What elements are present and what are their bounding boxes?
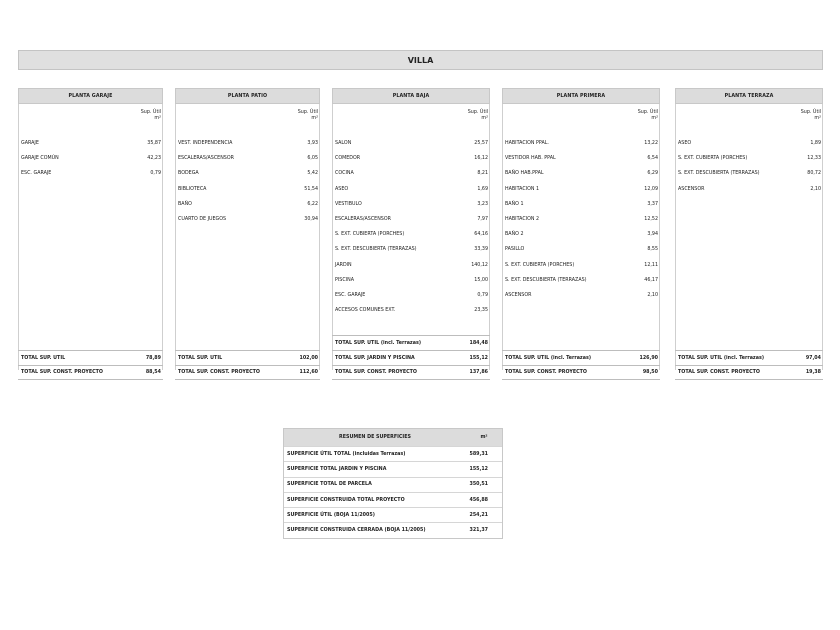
room-area: 1,69 <box>477 186 488 192</box>
summary-unit: m² <box>480 435 488 440</box>
room-area: 3,23 <box>477 201 488 207</box>
unit-label-line2: m² <box>814 116 821 121</box>
room-area: 51,54 <box>304 186 318 192</box>
room-area: 15,00 <box>474 277 488 283</box>
room-row <box>332 166 490 181</box>
panel-items <box>18 136 163 182</box>
panel-header: PLANTA GARAJE <box>18 88 163 104</box>
room-area: 0,79 <box>477 292 488 298</box>
total-value: 88,54 <box>145 370 161 375</box>
room-area: 6,05 <box>307 156 318 162</box>
villa-title-bar <box>18 50 823 70</box>
room-area: 46,17 <box>644 277 658 283</box>
room-label: S. EXT. CUBIERTA (PORCHES) <box>678 156 748 162</box>
total-row <box>675 350 823 365</box>
panel-totals <box>675 350 823 380</box>
villa-title: VILLA <box>407 55 434 65</box>
room-row <box>502 258 660 273</box>
room-row <box>502 273 660 288</box>
total-value: 19,38 <box>805 370 821 375</box>
total-label: TOTAL SUP. UTIL <box>21 355 66 361</box>
summary-value: 321,37 <box>469 528 488 534</box>
room-label: PISCINA <box>335 277 354 283</box>
room-label: BIBLIOTECA <box>178 186 207 192</box>
unit-label <box>175 104 320 128</box>
unit-label-line1: Sup. Útil <box>467 110 488 115</box>
room-label: JARDIN <box>335 262 352 268</box>
total-value: 184,48 <box>469 340 488 346</box>
room-row <box>502 136 660 151</box>
total-row <box>332 365 490 380</box>
panel-items <box>502 136 660 303</box>
room-label: BODEGA <box>178 171 199 177</box>
room-row <box>675 136 823 151</box>
room-row <box>502 242 660 257</box>
total-row <box>18 350 163 365</box>
total-label: TOTAL SUP. UTIL (incl. Terrazas) <box>505 355 592 361</box>
room-row <box>332 242 490 257</box>
room-label: PASILLO <box>505 247 525 253</box>
total-value: 97,04 <box>805 355 821 361</box>
summary-header <box>284 429 502 446</box>
floor-panel <box>502 88 660 375</box>
unit-label <box>502 104 660 128</box>
total-row <box>175 365 320 380</box>
panel-totals <box>502 350 660 380</box>
total-row <box>18 365 163 380</box>
room-label: ASCENSOR <box>505 292 532 298</box>
room-row <box>502 227 660 242</box>
room-label: S. EXT. DESCUBIERTA (TERRAZAS) <box>505 277 587 283</box>
room-area: 0,79 <box>150 171 161 177</box>
total-value: 78,89 <box>145 355 161 361</box>
total-value: 102,00 <box>299 355 318 361</box>
unit-label-line2: m² <box>154 116 161 121</box>
total-label: TOTAL SUP. JARDIN Y PISCINA <box>335 355 415 361</box>
room-label: BAÑO 2 <box>505 232 524 238</box>
room-area: 23,35 <box>474 308 488 314</box>
room-row <box>502 197 660 212</box>
room-row <box>332 303 490 318</box>
room-label: ESC. GARAJE <box>335 292 366 298</box>
total-label: TOTAL SUP. CONST. PROYECTO <box>505 370 588 375</box>
room-row <box>175 197 320 212</box>
room-label: ESCALERAS/ASCENSOR <box>335 217 391 223</box>
room-label: VESTIBULO <box>335 201 362 207</box>
summary-row <box>284 477 502 492</box>
room-label: BAÑO HAB.PPAL <box>505 171 544 177</box>
room-label: BAÑO 1 <box>505 201 524 207</box>
panel-totals <box>18 350 163 380</box>
room-label: GARAJE COMÚN <box>21 156 59 162</box>
panel-items <box>332 136 490 318</box>
room-label: ASEO <box>678 141 692 147</box>
total-label: TOTAL SUP. CONST. PROYECTO <box>678 370 761 375</box>
unit-label-line2: m² <box>481 116 488 121</box>
room-label: S. EXT. DESCUBIERTA (TERRAZAS) <box>678 171 760 177</box>
room-row <box>502 166 660 181</box>
room-area: 64,16 <box>474 232 488 238</box>
room-row <box>332 212 490 227</box>
room-area: 12,09 <box>644 186 658 192</box>
room-area: 30,94 <box>304 217 318 223</box>
room-row <box>18 136 163 151</box>
room-row <box>675 166 823 181</box>
room-row <box>18 151 163 166</box>
summary-title: RESUMEN DE SUPERFICIES <box>339 435 411 440</box>
total-value: 126,90 <box>639 355 658 361</box>
room-area: 12,11 <box>644 262 658 268</box>
room-label: ESCALERAS/ASCENSOR <box>178 156 234 162</box>
unit-label-line1: Sup. Útil <box>800 110 821 115</box>
summary-label: SUPERFICIE CONSTRUIDA TOTAL PROYECTO <box>287 497 405 503</box>
room-row <box>175 136 320 151</box>
panel-items <box>675 136 823 197</box>
room-area: 8,55 <box>647 247 658 253</box>
summary-label: SUPERFICIE TOTAL JARDIN Y PISCINA <box>287 466 387 472</box>
total-row <box>175 350 320 365</box>
summary-label: SUPERFICIE TOTAL DE PARCELA <box>287 482 372 488</box>
room-area: 12,52 <box>644 217 658 223</box>
summary-label: SUPERFICIE ÚTIL TOTAL (incluidas Terrazas) <box>287 451 406 457</box>
room-row <box>332 197 490 212</box>
room-label: ESC. GARAJE <box>21 171 52 177</box>
total-label: TOTAL SUP. UTIL (incl. Terrazas) <box>678 355 765 361</box>
total-label: TOTAL SUP. CONST. PROYECTO <box>21 370 104 375</box>
room-area: 6,54 <box>647 156 658 162</box>
room-area: 5,42 <box>307 171 318 177</box>
room-label: VESTIDOR HAB. PPAL <box>505 156 556 162</box>
room-label: HABITACION PPAL. <box>505 141 549 147</box>
total-label: TOTAL SUP. UTIL <box>178 355 223 361</box>
room-label: S. EXT. DESCUBIERTA (TERRAZAS) <box>335 247 417 253</box>
total-value: 155,12 <box>469 355 488 361</box>
room-area: 8,21 <box>477 171 488 177</box>
room-label: ACCESOS COMUNES EXT. <box>335 308 396 314</box>
room-row <box>175 182 320 197</box>
floor-panel <box>175 88 320 375</box>
room-area: 140,12 <box>471 262 488 268</box>
summary-value: 155,12 <box>469 466 488 472</box>
summary-row <box>284 522 502 537</box>
panel-header: PLANTA TERRAZA <box>675 88 823 104</box>
floor-panel <box>18 88 163 375</box>
room-label: S. EXT. CUBIERTA (PORCHES) <box>335 232 405 238</box>
unit-label-line1: Sup. Útil <box>297 110 318 115</box>
total-value: 98,50 <box>642 370 658 375</box>
room-area: 2,10 <box>810 186 821 192</box>
room-row <box>332 288 490 303</box>
room-row <box>675 182 823 197</box>
room-label: GARAJE <box>21 141 39 147</box>
panel-totals <box>332 335 490 380</box>
room-label: ASCENSOR <box>678 186 705 192</box>
total-row <box>332 350 490 365</box>
room-label: COMEDOR <box>335 156 361 162</box>
summary-value: 350,51 <box>469 482 488 488</box>
summary-row <box>284 461 502 476</box>
floor-panel <box>332 88 490 375</box>
summary-row <box>284 507 502 522</box>
room-row <box>332 273 490 288</box>
room-area: 7,97 <box>477 217 488 223</box>
panel-items <box>175 136 320 227</box>
room-row <box>332 136 490 151</box>
room-label: HABITACION 1 <box>505 186 540 192</box>
total-label: TOTAL SUP. CONST. PROYECTO <box>335 370 418 375</box>
summary-table <box>283 428 503 539</box>
room-row <box>332 151 490 166</box>
summary-label: SUPERFICIE ÚTIL (BOJA 11/2005) <box>287 512 375 518</box>
summary-value: 456,88 <box>469 497 488 503</box>
room-area: 3,37 <box>647 201 658 207</box>
summary-value: 254,21 <box>469 512 488 518</box>
room-row <box>18 166 163 181</box>
room-area: 1,89 <box>810 141 821 147</box>
room-area: 35,87 <box>147 141 161 147</box>
summary-value: 589,31 <box>469 451 488 457</box>
room-label: VEST. INDEPENDENCIA <box>178 141 233 147</box>
room-area: 12,33 <box>807 156 821 162</box>
panel-header: PLANTA PATIO <box>175 88 320 104</box>
room-area: 16,12 <box>474 156 488 162</box>
panel-totals <box>175 350 320 380</box>
summary-rows <box>284 446 502 538</box>
summary-row <box>284 492 502 507</box>
unit-label-line1: Sup. Útil <box>140 110 161 115</box>
total-row <box>502 365 660 380</box>
summary-row <box>284 446 502 461</box>
room-row <box>332 227 490 242</box>
room-label: S. EXT. CUBIERTA (PORCHES) <box>505 262 575 268</box>
total-label: TOTAL SUP. UTIL (incl. Terrazas) <box>335 340 422 346</box>
unit-label <box>675 104 823 128</box>
panel-header: PLANTA BAJA <box>332 88 490 104</box>
unit-label <box>18 104 163 128</box>
panel-header: PLANTA PRIMERA <box>502 88 660 104</box>
room-row <box>175 151 320 166</box>
summary-label: SUPERFICIE CONSTRUIDA CERRADA (BOJA 11/2005) <box>287 528 426 534</box>
room-label: ASEO <box>335 186 349 192</box>
room-row <box>502 151 660 166</box>
room-area: 3,93 <box>307 141 318 147</box>
room-row <box>332 258 490 273</box>
floor-panel <box>675 88 823 375</box>
unit-label-line2: m² <box>311 116 318 121</box>
total-value: 112,60 <box>299 370 318 375</box>
room-row <box>175 166 320 181</box>
room-area: 33,39 <box>474 247 488 253</box>
room-area: 3,94 <box>647 232 658 238</box>
room-area: 6,29 <box>647 171 658 177</box>
room-area: 42,23 <box>147 156 161 162</box>
room-row <box>502 182 660 197</box>
total-row <box>675 365 823 380</box>
room-area: 80,72 <box>807 171 821 177</box>
room-label: BAÑO <box>178 201 192 207</box>
room-label: SALON <box>335 141 352 147</box>
room-row <box>332 182 490 197</box>
total-value: 137,86 <box>469 370 488 375</box>
room-row <box>175 212 320 227</box>
unit-label <box>332 104 490 128</box>
room-area: 6,22 <box>307 201 318 207</box>
total-row <box>502 350 660 365</box>
room-area: 25,57 <box>474 141 488 147</box>
total-label: TOTAL SUP. CONST. PROYECTO <box>178 370 261 375</box>
room-label: HABITACION 2 <box>505 217 540 223</box>
room-area: 2,10 <box>647 292 658 298</box>
room-row <box>502 212 660 227</box>
total-row <box>332 335 490 350</box>
room-label: CUARTO DE JUEGOS <box>178 217 227 223</box>
room-row <box>502 288 660 303</box>
unit-label-line2: m² <box>651 116 658 121</box>
room-area: 13,22 <box>644 141 658 147</box>
unit-label-line1: Sup. Útil <box>637 110 658 115</box>
room-label: COCINA <box>335 171 354 177</box>
room-row <box>675 151 823 166</box>
